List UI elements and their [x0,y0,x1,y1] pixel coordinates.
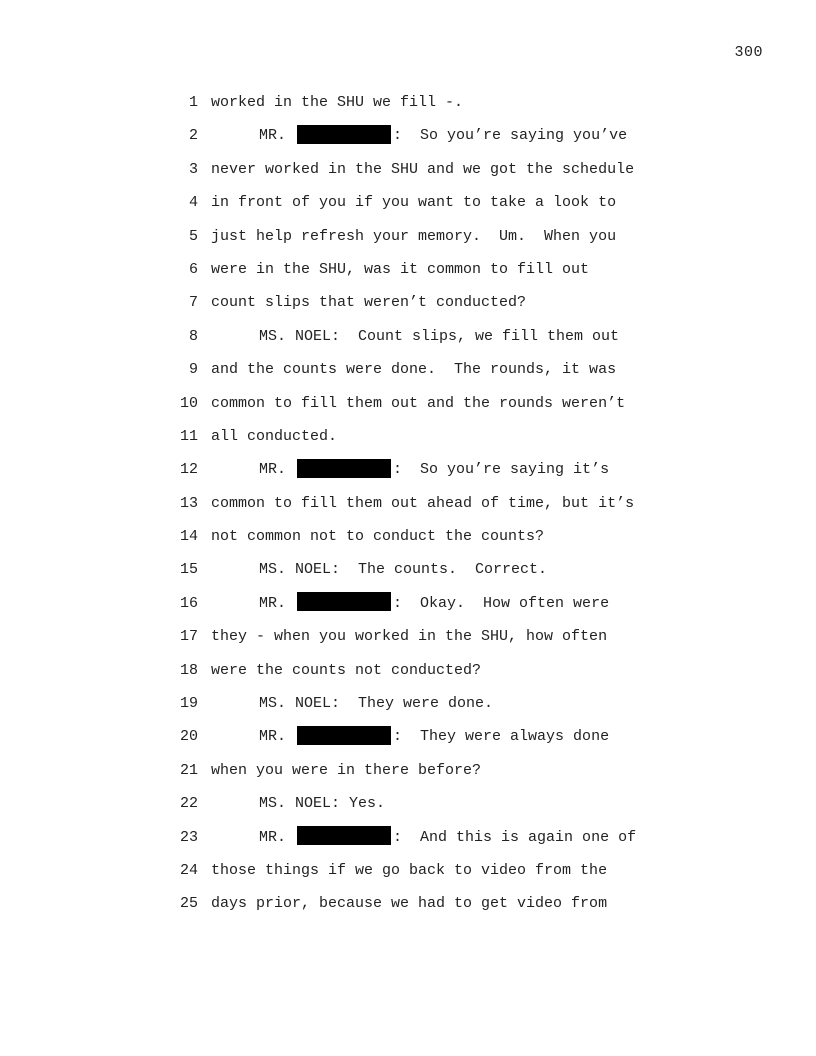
transcript-line [0,854,816,887]
line-content: : So you’re saying it’s [393,461,610,479]
line-number: 5 [188,227,198,245]
line-text [211,654,481,687]
line-number: 13 [179,494,198,512]
transcript-body [0,86,816,921]
line-number: 11 [179,427,198,445]
line-content: common to fill them out and the rounds weren’t [211,394,626,412]
line-content: common to fill them out ahead of time, but it’s [211,494,635,512]
line-number: 20 [179,728,198,746]
redaction-box [297,726,391,745]
line-content: and the counts were done. The rounds, it was [211,361,617,379]
line-text [211,587,609,620]
transcript-line [0,887,816,920]
transcript-line [0,186,816,219]
line-text [211,420,337,453]
line-text [211,387,625,420]
line-text [211,553,547,586]
transcript-line [0,620,816,653]
line-content: were in the SHU, was it common to fill out [211,260,590,278]
line-number: 15 [179,561,198,579]
transcript-line [0,587,816,620]
line-number: 16 [179,594,198,612]
line-content: : Okay. How often were [393,594,610,612]
line-content: when you were in there before? [211,761,482,779]
line-text [211,286,526,319]
line-text [211,720,609,753]
line-number: 6 [188,260,198,278]
line-text [211,487,634,520]
line-text [211,86,463,119]
line-text [211,353,616,386]
page-number: 300 [734,44,763,61]
line-content: they - when you worked in the SHU, how often [211,628,608,646]
line-content: : They were always done [393,728,610,746]
line-number: 7 [188,294,198,312]
transcript-line [0,220,816,253]
line-text [211,821,636,854]
transcript-line [0,553,816,586]
transcript-line [0,453,816,486]
line-text [211,754,481,787]
line-content: all conducted. [211,427,338,445]
speaker-label: MR. [259,728,287,746]
line-text [211,620,607,653]
speaker-label: MR. [259,127,287,145]
speaker-label: MR. [259,594,287,612]
line-number: 17 [179,628,198,646]
line-text [211,887,607,920]
line-number: 9 [188,361,198,379]
line-number: 23 [179,828,198,846]
line-text [211,186,616,219]
line-content: MS. NOEL: Count slips, we fill them out [259,327,620,345]
transcript-line [0,520,816,553]
transcript-line [0,153,816,186]
line-number: 18 [179,661,198,679]
line-number: 8 [188,327,198,345]
line-content: count slips that weren’t conducted? [211,294,527,312]
line-content: not common not to conduct the counts? [211,528,545,546]
line-number: 14 [179,528,198,546]
line-content: MS. NOEL: The counts. Correct. [259,561,548,579]
redaction-box [297,125,391,144]
line-number: 22 [179,795,198,813]
line-text [211,453,609,486]
transcript-line [0,821,816,854]
line-number: 1 [188,94,198,111]
transcript-line [0,119,816,152]
line-number: 25 [179,895,198,913]
line-content: MS. NOEL: They were done. [259,695,494,713]
transcript-line [0,687,816,720]
redaction-box [297,592,391,611]
line-number: 19 [179,695,198,713]
line-text [211,687,493,720]
speaker-label: MR. [259,828,287,846]
redaction-box [297,826,391,845]
line-text [211,787,385,820]
line-content: never worked in the SHU and we got the schedule [211,160,635,178]
line-text [211,253,589,286]
line-content: worked in the SHU we fill -. [211,94,464,111]
transcript-line [0,387,816,420]
line-number: 12 [179,461,198,479]
speaker-label: MR. [259,461,287,479]
transcript-line [0,754,816,787]
line-content: those things if we go back to video from the [211,861,608,879]
line-text [211,153,634,186]
line-text [211,220,616,253]
transcript-line [0,353,816,386]
line-content: in front of you if you want to take a look to [211,194,617,212]
redaction-box [297,459,391,478]
transcript-line [0,420,816,453]
line-number: 24 [179,861,198,879]
line-text [211,119,627,152]
transcript-line [0,720,816,753]
line-number: 21 [179,761,198,779]
line-text [211,520,544,553]
line-content: : And this is again one of [393,828,637,846]
line-content: just help refresh your memory. Um. When you [211,227,617,245]
transcript-line [0,654,816,687]
transcript-line [0,320,816,353]
line-number: 10 [179,394,198,412]
line-text [211,320,619,353]
line-text [211,854,607,887]
line-content: days prior, because we had to get video from [211,895,608,913]
line-number: 3 [188,160,198,178]
transcript-line [0,286,816,319]
line-number: 4 [188,194,198,212]
line-content: were the counts not conducted? [211,661,482,679]
line-content: : So you’re saying you’ve [393,127,628,145]
transcript-line [0,253,816,286]
transcript-line [0,487,816,520]
line-content: MS. NOEL: Yes. [259,795,386,813]
transcript-line [0,86,816,119]
transcript-line [0,787,816,820]
line-number: 2 [188,127,198,145]
